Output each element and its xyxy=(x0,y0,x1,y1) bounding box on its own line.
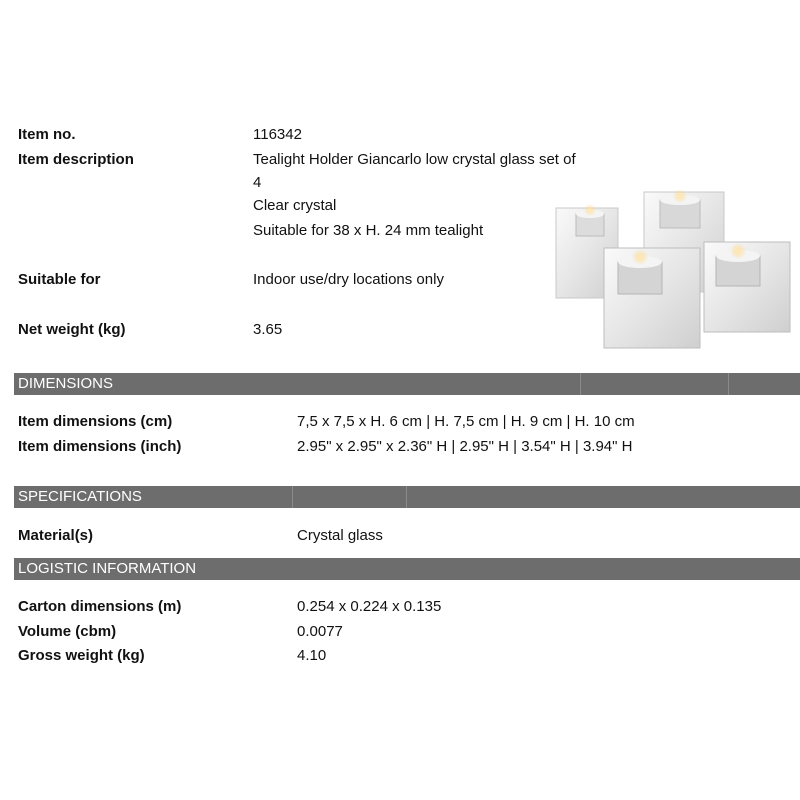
suitable-for-label: Suitable for xyxy=(18,271,101,288)
item-description-line-3: Clear crystal xyxy=(253,197,337,214)
volume-label: Volume (cbm) xyxy=(18,623,117,640)
header-divider xyxy=(728,373,729,395)
item-dimensions-inch-label: Item dimensions (inch) xyxy=(18,438,182,455)
section-title-specifications: SPECIFICATIONS xyxy=(18,488,142,505)
glass-block-front-left xyxy=(604,248,700,348)
section-header-specifications xyxy=(14,486,800,508)
glass-block-front-right xyxy=(704,242,790,332)
carton-dimensions-value: 0.254 x 0.224 x 0.135 xyxy=(297,598,442,615)
item-dimensions-inch-value: 2.95" x 2.95" x 2.36" H | 2.95" H | 3.54" H | 3.94" H xyxy=(297,438,633,455)
item-no-label: Item no. xyxy=(18,126,76,143)
item-dimensions-cm-label: Item dimensions (cm) xyxy=(18,413,173,430)
header-divider xyxy=(292,486,293,508)
item-description-line-2: 4 xyxy=(253,174,262,191)
suitable-for-value: Indoor use/dry locations only xyxy=(253,271,444,288)
materials-label: Material(s) xyxy=(18,527,94,544)
section-title-dimensions: DIMENSIONS xyxy=(18,375,114,392)
item-description-label: Item description xyxy=(18,151,134,168)
net-weight-value: 3.65 xyxy=(253,321,283,338)
header-divider xyxy=(406,486,407,508)
item-description-line-1: Tealight Holder Giancarlo low crystal glass set of xyxy=(253,151,576,168)
gross-weight-label: Gross weight (kg) xyxy=(18,647,145,664)
gross-weight-value: 4.10 xyxy=(297,647,327,664)
product-image xyxy=(548,178,800,358)
section-title-logistic: LOGISTIC INFORMATION xyxy=(18,560,197,577)
section-header-logistic xyxy=(14,558,800,580)
item-dimensions-cm-value: 7,5 x 7,5 x H. 6 cm | H. 7,5 cm | H. 9 cm | H. 10 cm xyxy=(297,413,635,430)
carton-dimensions-label: Carton dimensions (m) xyxy=(18,598,182,615)
header-divider xyxy=(580,373,581,395)
section-header-dimensions xyxy=(14,373,800,395)
materials-value: Crystal glass xyxy=(297,527,383,544)
net-weight-label: Net weight (kg) xyxy=(18,321,126,338)
volume-value: 0.0077 xyxy=(297,623,343,640)
item-no-value: 116342 xyxy=(253,126,302,143)
item-description-line-4: Suitable for 38 x H. 24 mm tealight xyxy=(253,222,484,239)
